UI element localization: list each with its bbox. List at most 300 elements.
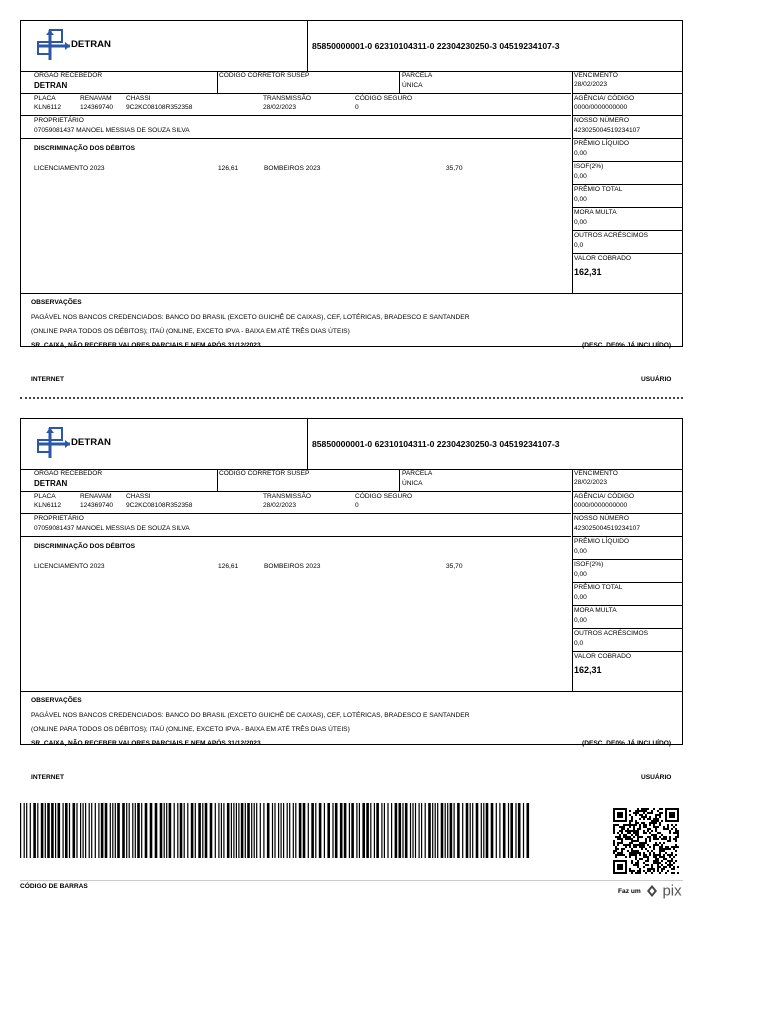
qr-module (613, 824, 615, 826)
qr-module (671, 858, 673, 860)
barcode-bar (231, 803, 232, 858)
qr-module (639, 844, 641, 846)
qr-module (665, 836, 667, 838)
qr-module (647, 812, 649, 814)
qr-module (629, 814, 631, 816)
transmissao-label: TRANSMISSÃO (263, 493, 311, 500)
qr-module (613, 850, 615, 852)
qr-module (661, 844, 663, 846)
barcode-bar (166, 803, 167, 858)
qr-module (659, 808, 661, 810)
barcode-bar (47, 803, 50, 858)
qr-module (629, 830, 631, 832)
qr-module (637, 862, 639, 864)
qr-module (663, 854, 665, 856)
qr-module (657, 870, 659, 872)
barcode-bar (45, 803, 46, 858)
qr-module (639, 868, 641, 870)
qr-module (661, 846, 663, 848)
qr-module (617, 852, 619, 854)
qr-module (667, 828, 669, 830)
outros-acrescimos-value: 0,0 (574, 242, 584, 249)
qr-module (631, 852, 633, 854)
barcode-bar (496, 803, 497, 858)
barcode-bar (223, 803, 224, 858)
usuario-label: USUÁRIO (641, 376, 672, 383)
barcode-bar (164, 803, 165, 858)
qr-finder (669, 812, 675, 818)
qr-module (655, 814, 657, 816)
detran-logo (36, 426, 72, 460)
barcode-bar (410, 803, 411, 858)
qr-module (649, 828, 651, 830)
barcode-bar (428, 803, 431, 858)
mora-multa-label: MORA MULTA (574, 607, 617, 614)
outros-acrescimos-label: OUTROS ACRÉSCIMOS (574, 630, 649, 637)
barcode-bar (324, 803, 325, 858)
barcode-bar (33, 803, 36, 858)
qr-module (653, 826, 655, 828)
detran-logo-icon (36, 28, 72, 62)
nosso-numero-label: NOSSO NÚMERO (574, 515, 629, 522)
barcode-bar (510, 803, 513, 858)
qr-module (669, 864, 671, 866)
barcode-bar (105, 803, 108, 858)
qr-module (671, 854, 673, 856)
qr-module (631, 854, 633, 856)
barcode-bar (283, 803, 284, 858)
internet-label: INTERNET (31, 774, 64, 781)
qr-module (675, 854, 677, 856)
qr-module (615, 846, 617, 848)
barcode-bar (150, 803, 153, 858)
barcode-bar (508, 803, 509, 858)
qr-module (657, 858, 659, 860)
qr-module (651, 850, 653, 852)
qr-module (657, 854, 659, 856)
barcode-bar (58, 803, 61, 858)
barcode-bar (340, 803, 343, 858)
qr-module (641, 836, 643, 838)
barcode-bar (483, 803, 484, 858)
digitable-line: 85850000001-0 62310104311-0 22304230250-3 04519234107-3 (312, 41, 560, 51)
qr-module (629, 810, 631, 812)
qr-module (665, 858, 667, 860)
barcode-bar (26, 803, 27, 858)
vencimento-label: VENCIMENTO (574, 470, 618, 477)
proprietario-value: 07059081437 MANOEL MESSIAS DE SOUZA SILVA (34, 525, 190, 532)
qr-module (651, 812, 653, 814)
qr-module (617, 836, 619, 838)
barcode-bar (374, 803, 375, 858)
qr-module (643, 870, 645, 872)
qr-module (669, 866, 671, 868)
qr-module (653, 836, 655, 838)
qr-module (631, 816, 633, 818)
discriminacao-label: DISCRIMINAÇÃO DOS DÉBITOS (34, 145, 135, 152)
qr-module (643, 816, 645, 818)
barcode-bar (236, 803, 237, 858)
qr-module (649, 836, 651, 838)
barcode-bar (384, 803, 385, 858)
barcode-bar (356, 803, 357, 858)
nosso-numero-label: NOSSO NÚMERO (574, 117, 629, 124)
nosso-numero-value: 42302500451923410​7 (574, 525, 641, 532)
qr-module (673, 838, 675, 840)
qr-finder (617, 812, 623, 818)
qr-module (651, 864, 653, 866)
payment-slip (20, 418, 683, 745)
qr-module (645, 810, 647, 812)
renavam-value: 124369740 (80, 502, 114, 509)
barcode-bar (349, 803, 350, 858)
barcode-bar (299, 803, 302, 858)
qr-module (641, 814, 643, 816)
barcode-bar (295, 803, 296, 858)
qr-module (645, 826, 647, 828)
qr-module (621, 848, 623, 850)
barcode-bar (454, 803, 455, 858)
qr-module (677, 836, 679, 838)
premio-liquido-value: 0,00 (574, 150, 587, 157)
qr-module (633, 870, 635, 872)
qr-module (635, 810, 637, 812)
discriminacao-label: DISCRIMINAÇÃO DOS DÉBITOS (34, 543, 135, 550)
qr-module (645, 840, 647, 842)
qr-module (657, 868, 659, 870)
qr-module (643, 842, 645, 844)
qr-module (653, 834, 655, 836)
barcode-bar (415, 803, 416, 858)
qr-module (623, 834, 625, 836)
qr-module (659, 814, 661, 816)
desc-note: (DESC. DE0% JÁ INCLUÍDO) (582, 740, 672, 747)
debt-desc: LICENCIAMENTO 2023 (34, 165, 105, 172)
barcode-bar (129, 803, 130, 858)
barcode-bar (405, 803, 408, 858)
qr-module (651, 872, 653, 874)
qr-module (641, 846, 643, 848)
qr-module (663, 836, 665, 838)
qr-module (673, 826, 675, 828)
qr-module (619, 826, 621, 828)
qr-module (633, 824, 635, 826)
qr-module (647, 870, 649, 872)
qr-module (645, 832, 647, 834)
qr-module (651, 866, 653, 868)
barcode-bar (215, 803, 216, 858)
proprietario-value: 07059081437 MANOEL MESSIAS DE SOUZA SILVA (34, 127, 190, 134)
qr-module (635, 832, 637, 834)
qr-module (635, 834, 637, 836)
chassi-value: 9C2KC08108R352358 (126, 502, 193, 509)
qr-module (661, 868, 663, 870)
orgao-label: ÓRGÃO RECEBEDOR (34, 72, 103, 79)
chassi-label: CHASSI (126, 95, 151, 102)
qr-module (673, 846, 675, 848)
qr-module (631, 862, 633, 864)
barcode-bar (55, 803, 56, 858)
qr-module (669, 856, 671, 858)
barcode-bar (332, 803, 333, 858)
barcode-bar (362, 803, 365, 858)
valor-cobrado-label: VALOR COBRADO (574, 255, 632, 262)
observacoes-line2: (ONLINE PARA TODOS OS DÉBITOS); ITAÚ (ONLINE, EXCETO IPVA - BAIXA EM ATÉ TRÊS DIAS ÚTEIS) (31, 328, 350, 335)
qr-module (649, 832, 651, 834)
qr-module (659, 846, 661, 848)
qr-module (637, 822, 639, 824)
pix-logo (646, 882, 682, 900)
cut-line (20, 397, 683, 399)
qr-module (633, 844, 635, 846)
qr-module (647, 818, 649, 820)
qr-module (653, 818, 655, 820)
qr-module (625, 824, 627, 826)
barcode-bar (202, 803, 203, 858)
barcode-bar (241, 803, 244, 858)
qr-module (613, 842, 615, 844)
debt-value: 35,70 (446, 563, 463, 570)
barcode-bar (315, 803, 316, 858)
qr-module (619, 836, 621, 838)
qr-module (613, 826, 615, 828)
qr-module (627, 844, 629, 846)
brand-title: DETRAN (71, 39, 111, 50)
seguro-label: CÓDIGO SEGURO (355, 95, 413, 102)
qr-module (617, 848, 619, 850)
qr-module (639, 814, 641, 816)
qr-module (613, 852, 615, 854)
qr-module (639, 810, 641, 812)
qr-module (627, 838, 629, 840)
qr-module (649, 822, 651, 824)
qr-module (649, 818, 651, 820)
barcode-bar (110, 803, 111, 858)
isof-value: 0,00 (574, 173, 587, 180)
barcode-bar (272, 803, 273, 858)
qr-module (671, 828, 673, 830)
brand-title: DETRAN (71, 437, 111, 448)
qr-module (667, 854, 669, 856)
qr-module (645, 824, 647, 826)
qr-module (647, 864, 649, 866)
pix-prefix: Faz um (618, 888, 641, 895)
qr-module (615, 854, 617, 856)
barcode-bar (391, 803, 392, 858)
qr-module (665, 838, 667, 840)
renavam-value: 124369740 (80, 104, 114, 111)
qr-module (677, 832, 679, 834)
qr-module (631, 820, 633, 822)
qr-module (651, 822, 653, 824)
detran-logo (36, 28, 72, 62)
qr-module (675, 836, 677, 838)
qr-module (655, 854, 657, 856)
chassi-value: 9C2KC08108R352358 (126, 104, 193, 111)
qr-module (645, 860, 647, 862)
qr-module (649, 854, 651, 856)
qr-module (667, 824, 669, 826)
qr-module (675, 846, 677, 848)
qr-module (647, 868, 649, 870)
qr-module (645, 842, 647, 844)
qr-module (631, 870, 633, 872)
barcode-bar (351, 803, 354, 858)
qr-module (641, 808, 643, 810)
barcode-bar (450, 803, 453, 858)
qr-module (659, 836, 661, 838)
qr-module (639, 826, 641, 828)
qr-module (675, 860, 677, 862)
qr-module (673, 848, 675, 850)
barcode-bar (491, 803, 494, 858)
qr-module (629, 820, 631, 822)
qr-module (661, 864, 663, 866)
qr-module (657, 818, 659, 820)
qr-module (655, 826, 657, 828)
chassi-label: CHASSI (126, 493, 151, 500)
desc-note: (DESC. DE0% JÁ INCLUÍDO) (582, 342, 672, 349)
qr-module (615, 824, 617, 826)
qr-module (647, 844, 649, 846)
qr-module (641, 848, 643, 850)
debt-desc: LICENCIAMENTO 2023 (34, 563, 105, 570)
qr-module (661, 812, 663, 814)
barcode-bar (445, 803, 446, 858)
qr-module (671, 872, 673, 874)
qr-module (629, 842, 631, 844)
barcode-bar (518, 803, 521, 858)
barcode-bar (289, 803, 290, 858)
qr-module (625, 834, 627, 836)
qr-module (623, 824, 625, 826)
barcode-bar (435, 803, 436, 858)
qr-module (631, 838, 633, 840)
barcode-bar (366, 803, 369, 858)
qr-module (649, 840, 651, 842)
qr-module (629, 870, 631, 872)
qr-module (673, 856, 675, 858)
qr-module (659, 854, 661, 856)
qr-module (631, 848, 633, 850)
qr-module (667, 848, 669, 850)
qr-module (655, 830, 657, 832)
qr-module (653, 820, 655, 822)
qr-module (647, 830, 649, 832)
barcode-bar (308, 803, 309, 858)
qr-module (627, 828, 629, 830)
barcode-bar (65, 803, 68, 858)
qr-module (637, 852, 639, 854)
barcode-bar (245, 803, 246, 858)
qr-module (667, 860, 669, 862)
barcode-bar (141, 803, 142, 858)
barcode-bar (441, 803, 444, 858)
observacoes-line1: PAGÁVEL NOS BANCOS CREDENCIADOS: BANCO DO BRASIL (EXCETO GUICHÊ DE CAIXAS), CEF, LOTÉRICAS, BRADESCO E SANTANDER (31, 314, 470, 321)
qr-module (675, 828, 677, 830)
vencimento-value: 28/02/2023 (574, 479, 608, 486)
qr-module (665, 866, 667, 868)
qr-module (661, 848, 663, 850)
pix-wordmark: pix (662, 882, 682, 900)
qr-module (631, 830, 633, 832)
barcode-bar (155, 803, 158, 858)
premio-total-value: 0,00 (574, 594, 587, 601)
qr-module (635, 872, 637, 874)
barcode-bar (472, 803, 473, 858)
qr-module (663, 826, 665, 828)
qr-module (643, 818, 645, 820)
qr-module (657, 844, 659, 846)
barcode-bar (85, 803, 86, 858)
debt-value: 126,61 (218, 165, 239, 172)
qr-module (663, 828, 665, 830)
qr-module (661, 870, 663, 872)
qr-module (629, 844, 631, 846)
qr-module (637, 840, 639, 842)
barcode-bar (180, 803, 183, 858)
qr-module (659, 866, 661, 868)
qr-module (669, 838, 671, 840)
qr-module (635, 852, 637, 854)
barcode-bar (195, 803, 196, 858)
qr-module (653, 870, 655, 872)
qr-module (669, 830, 671, 832)
barcode-bar (260, 803, 261, 858)
barcode-bar (247, 803, 250, 858)
qr-module (623, 828, 625, 830)
vencimento-value: 28/02/2023 (574, 81, 608, 88)
qr-module (623, 854, 625, 856)
parcela-label: PARCELA (402, 470, 433, 477)
qr-module (663, 868, 665, 870)
qr-module (655, 862, 657, 864)
qr-module (629, 822, 631, 824)
qr-module (637, 860, 639, 862)
qr-module (643, 812, 645, 814)
qr-module (649, 838, 651, 840)
qr-module (651, 868, 653, 870)
seguro-label: CÓDIGO SEGURO (355, 493, 413, 500)
barcode-bar (95, 803, 96, 858)
qr-finder (617, 864, 623, 870)
qr-module (661, 856, 663, 858)
qr-module (643, 822, 645, 824)
parcela-value: ÚNICA (402, 82, 423, 89)
qr-module (649, 816, 651, 818)
qr-module (615, 850, 617, 852)
qr-module (657, 860, 659, 862)
qr-module (655, 822, 657, 824)
qr-module (677, 846, 679, 848)
isof-label: ISOF(2%) (574, 561, 604, 568)
qr-module (643, 846, 645, 848)
qr-module (631, 872, 633, 874)
qr-module (621, 854, 623, 856)
qr-module (669, 848, 671, 850)
qr-module (641, 844, 643, 846)
qr-module (637, 810, 639, 812)
payment-slip (20, 20, 683, 347)
qr-module (645, 872, 647, 874)
barcode-bar (63, 803, 64, 858)
qr-module (665, 872, 667, 874)
qr-module (653, 868, 655, 870)
qr-module (627, 824, 629, 826)
qr-module (675, 850, 677, 852)
qr-module (621, 852, 623, 854)
qr-module (633, 850, 635, 852)
